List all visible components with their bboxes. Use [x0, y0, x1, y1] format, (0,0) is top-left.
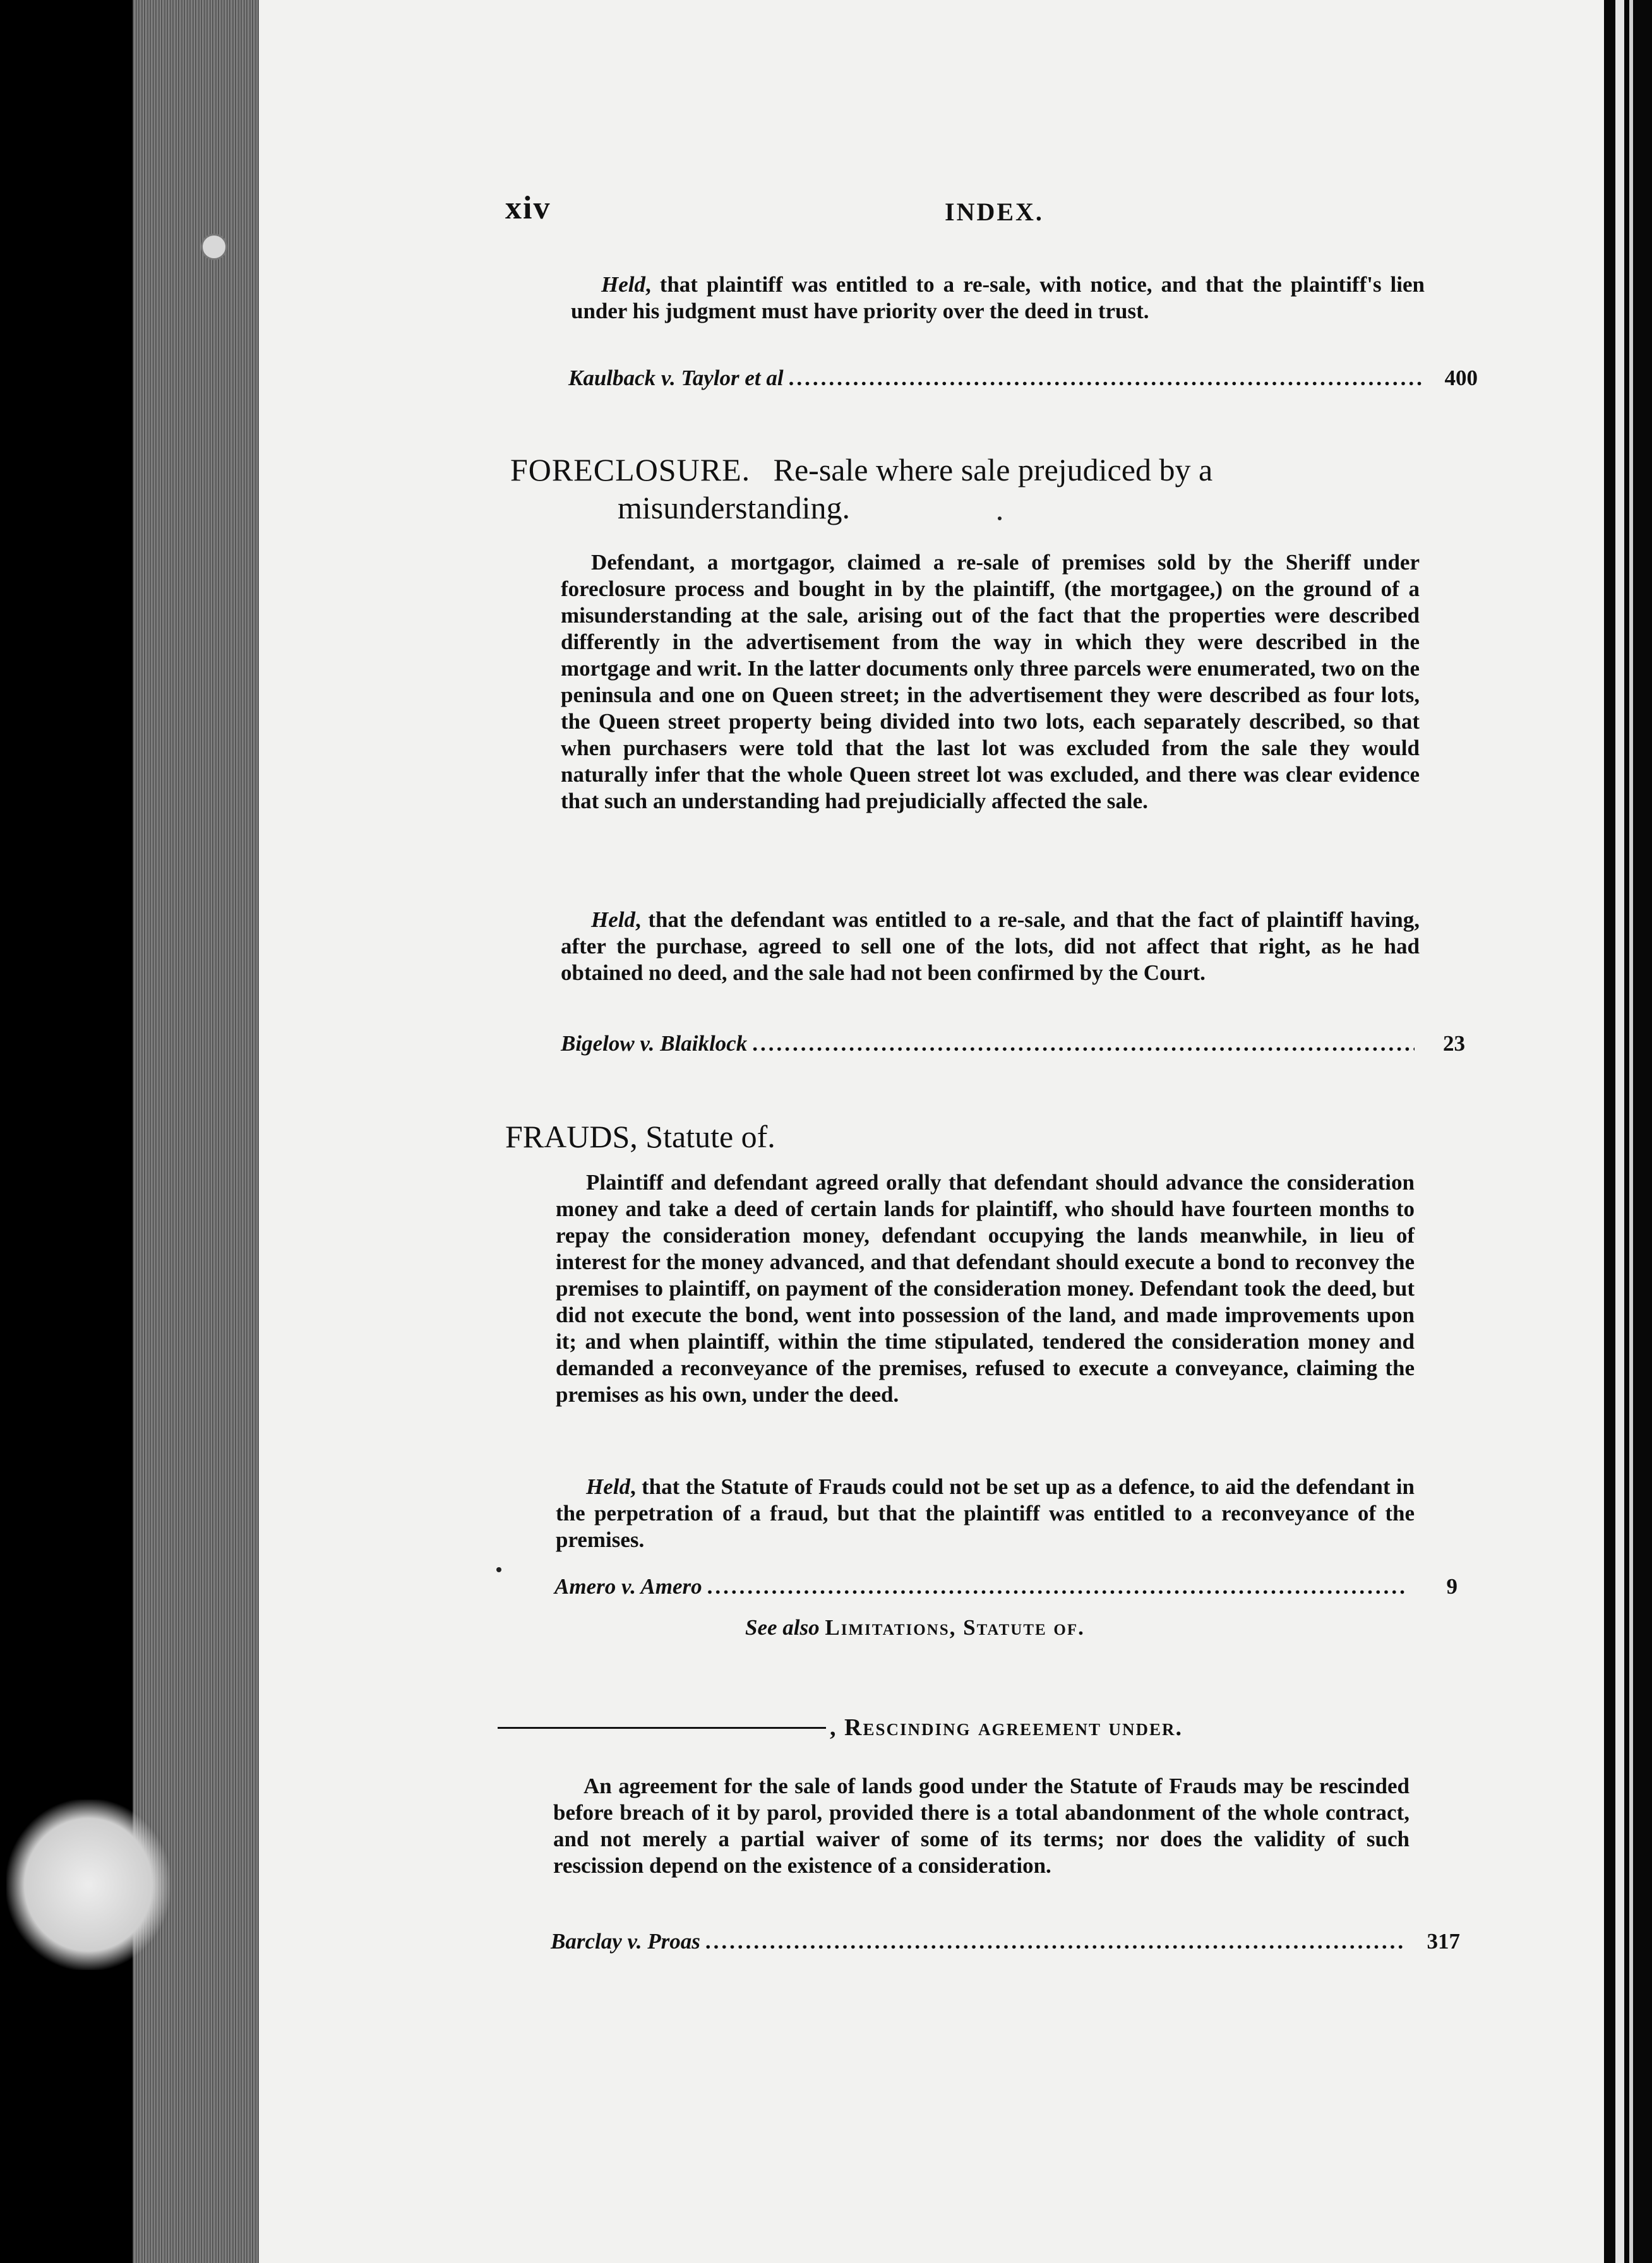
leader-dots: [789, 365, 1422, 391]
foreclosure-heading: [510, 451, 1432, 527]
case-name: Amero v. Amero: [554, 1574, 702, 1599]
heading-subject-line1: Re-sale where sale prejudiced by a: [773, 452, 1213, 487]
page-title: INDEX.: [945, 198, 1044, 226]
index-entry-held: [571, 272, 1425, 325]
right-edge-strip: [1615, 0, 1624, 2263]
case-citation: [554, 1573, 1457, 1600]
held-label: Held: [591, 907, 635, 932]
held-text: , that plaintiff was entitled to a re-sale, with notice, and that the plaintiff's lien under his judgment must have priority over the deed in trust.: [571, 272, 1425, 323]
held-text: , that the Statute of Frauds could not be set up as a defence, to aid the defendant in the perpetration of a fraud, but that the plaintiff was entitled to a reconveyance of the premises.: [556, 1474, 1415, 1552]
see-also-reference: [745, 1615, 1085, 1640]
ditto-rule: [498, 1727, 826, 1729]
heading-subject-line2: misunderstanding.: [618, 490, 851, 525]
held-label: Held: [586, 1474, 630, 1499]
paper-damage-blot: [6, 1800, 171, 1970]
held-label: Held: [601, 272, 645, 297]
right-edge-strip-thin: [1629, 0, 1633, 2263]
see-also-target: Limitations, Statute of.: [825, 1615, 1085, 1640]
case-citation: [561, 1030, 1465, 1057]
case-citation: [568, 365, 1478, 391]
right-page-edge: [1604, 0, 1652, 2263]
binding-hole: [201, 234, 227, 260]
case-citation: [551, 1928, 1460, 1955]
leader-dots: [752, 1030, 1415, 1057]
rescinding-heading: [498, 1714, 1183, 1741]
leader-dots: [707, 1573, 1408, 1600]
case-name: Barclay v. Proas: [551, 1929, 700, 1954]
foreclosure-held: [561, 907, 1420, 986]
case-name: Kaulback v. Taylor et al: [568, 366, 784, 390]
heading-title: FORECLOSURE.: [510, 452, 751, 487]
foreclosure-body: Defendant, a mortgagor, claimed a re-sale of premises sold by the Sheriff under foreclosure process and bought in by the plaintiff, (the mortgagee,) on the ground of a misunderstanding at the sale, arising out of the fact that the properties were described differently in the advertisement from the way in which they were described in the mortgage and writ. In the latter documents only three parcels were enumerated, two on the peninsula and one on Queen street; in the advertisement they were described as four lots, the Queen street property being divided into two lots, each separately described, so that when purchasers were told that the last lot was excluded from the sale they would naturally infer that the whole Queen street lot was excluded, and there was clear evidence that such an understanding had prejudicially affected the sale.: [561, 550, 1420, 813]
ink-speck: [496, 1567, 501, 1572]
page-reference: 23: [1443, 1031, 1465, 1056]
rescinding-title: , Rescinding agreement under.: [830, 1714, 1183, 1741]
frauds-heading: FRAUDS, Statute of.: [505, 1119, 775, 1154]
frauds-body: Plaintiff and defendant agreed orally that defendant should advance the consideration money and take a deed of certain lands for plaintiff, who should have fourteen months to repay the consideration money, defendant occupying the lands meanwhile, in lieu of interest for the money advanced, and that defendant should execute a bond to reconvey the premises to plaintiff, on payment of the consideration money. Defendant took the deed, but did not execute the bond, went into possession of the land, and made improvements upon it; and when plaintiff, within the time stipulated, tendered the consideration money and demanded a reconveyance of the premises, refused to execute a conveyance, claiming the premises as his own, under the deed.: [556, 1170, 1415, 1407]
page-folio: xiv: [505, 190, 551, 226]
page-reference: 317: [1427, 1929, 1460, 1954]
leader-dots: [705, 1928, 1404, 1955]
rescinding-body: An agreement for the sale of lands good under the Statute of Frauds may be rescinded before breach of it by parol, provided there is a total abandonment of the whole contract, and not merely a partial waiver of some of its terms; nor does the validity of such rescission depend on the existence of a consideration.: [553, 1774, 1410, 1878]
held-text: , that the defendant was entitled to a re-sale, and that the fact of plaintiff having, after the purchase, agreed to sell one of the lots, did not affect that right, as he had obtained no deed, and the sale had not been confirmed by the Court.: [561, 907, 1420, 985]
see-also-prefix: See also: [745, 1615, 820, 1640]
frauds-held: [556, 1474, 1415, 1553]
page-reference: 400: [1444, 366, 1478, 390]
case-name: Bigelow v. Blaiklock: [561, 1031, 748, 1056]
page-reference: 9: [1446, 1574, 1457, 1599]
